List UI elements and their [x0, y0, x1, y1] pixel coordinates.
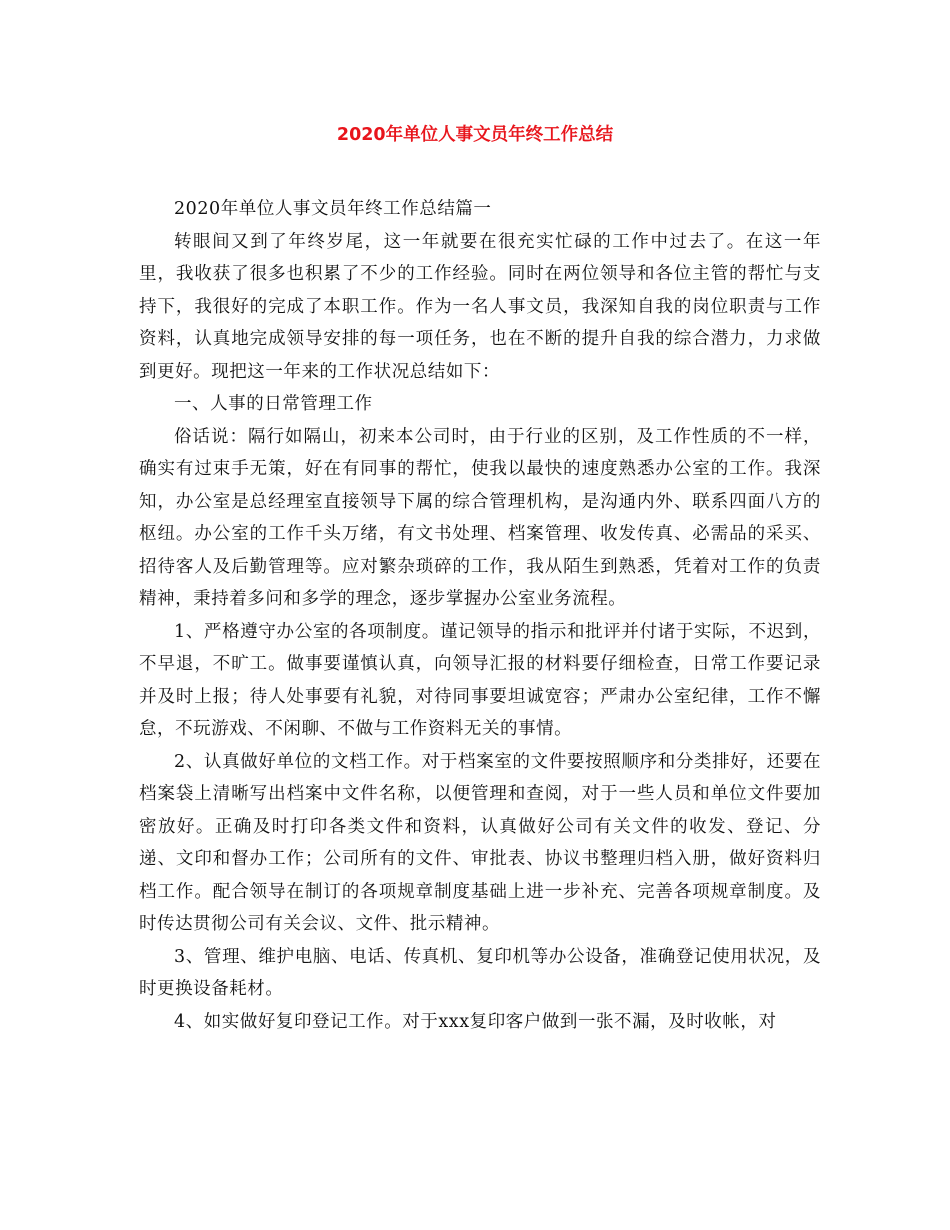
section-heading: 2020年单位人事文员年终工作总结篇一: [174, 199, 492, 219]
list-item: 1、严格遵守办公室的各项制度。谨记领导的指示和批评并付诸于实际，不迟到，不早退，不旷工。做事要谨慎认真，向领导汇报的材料要仔细检查，日常工作要记录并及时上报；待人处事要有礼貌，对待同事要坦诚宽容；严肃办公室纪律，工作不懈怠，不玩游戏、不闲聊、不做与工作资料无关的事情。: [139, 621, 821, 739]
subsection-heading: 一、人事的日常管理工作: [174, 394, 373, 414]
body-paragraph: 俗话说：隔行如隔山，初来本公司时，由于行业的区别，及工作性质的不一样，确实有过束手无策，好在有同事的帮忙，使我以最快的速度熟悉办公室的工作。我深知，办公室是总经理室直接领导下属的综合管理机构，是沟通内外、联系四面八方的枢纽。办公室的工作千头万绪，有文书处理、档案管理、收发传真、必需品的采买、招待客人及后勤管理等。应对繁杂琐碎的工作，我从陌生到熟悉，凭着对工作的负责精神，秉持着多问和多学的理念，逐步掌握办公室业务流程。: [139, 426, 821, 609]
list-item: 4、如实做好复印登记工作。对于xxx复印客户做到一张不漏，及时收帐，对: [174, 1011, 777, 1032]
list-item: 3、管理、维护电脑、电话、传真机、复印机等办公设备，准确登记使用状况，及时更换设备耗材。: [139, 946, 821, 999]
document-title: 2020年单位人事文员年终工作总结: [336, 125, 614, 145]
body-paragraph: 转眼间又到了年终岁尾，这一年就要在很充实忙碌的工作中过去了。在这一年里，我收获了很多也积累了不少的工作经验。同时在两位领导和各位主管的帮忙与支持下，我很好的完成了本职工作。作为一名人事文员，我深知自我的岗位职责与工作资料，认真地完成领导安排的每一项任务，也在不断的提升自我的综合潜力，力求做到更好。现把这一年来的工作状况总结如下：: [139, 231, 821, 382]
document-body: [139, 193, 821, 1038]
list-item: 2、认真做好单位的文档工作。对于档案室的文件要按照顺序和分类排好，还要在档案袋上清晰写出档案中文件名称，以便管理和查阅，对于一些人员和单位文件要加密放好。正确及时打印各类文件和资料，认真做好公司有关文件的收发、登记、分递、文印和督办工作；公司所有的文件、审批表、协议书整理归档入册，做好资料归档工作。配合领导在制订的各项规章制度基础上进一步补充、完善各项规章制度。及时传达贯彻公司有关会议、文件、批示精神。: [139, 751, 821, 934]
